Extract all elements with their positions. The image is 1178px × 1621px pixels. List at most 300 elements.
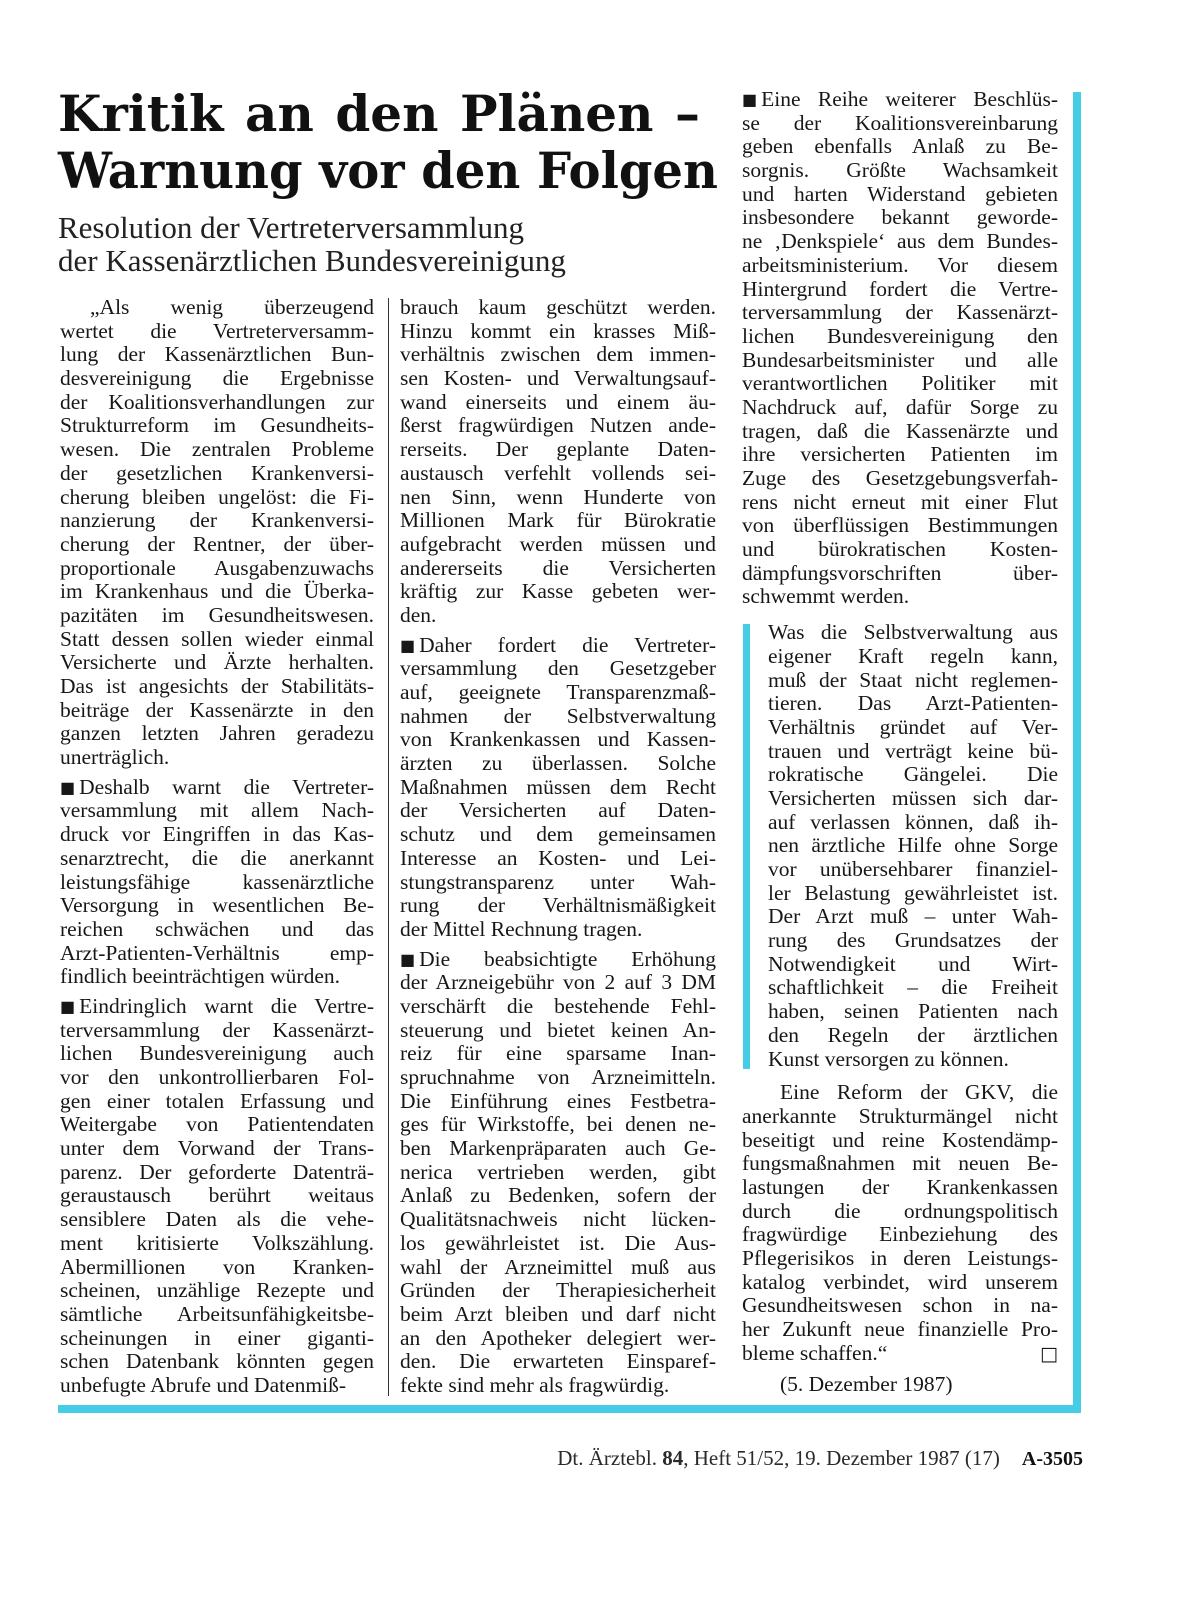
line-text: parenz. Der geforderte Datenträ- (60, 1159, 374, 1184)
line-text: brauch kaum geschützt werden. (400, 295, 716, 319)
text-line (400, 776, 716, 800)
paragraph (60, 995, 374, 1398)
line-text: Deshalb warnt die Vertreter- (79, 774, 374, 799)
line-text: sorgnis. Größte Wachsamkeit (742, 158, 1058, 183)
line-text: lichen Bundesvereinigung den (742, 323, 1058, 348)
line-text: desvereinigung die Ergebnisse (60, 366, 374, 391)
text-line (60, 533, 374, 557)
text-line (400, 486, 716, 510)
line-text: ment kritisierte Volkszählung. (60, 1230, 374, 1255)
line-text: unbefugte Abrufe und Datenmiß- (60, 1372, 346, 1397)
accent-bar-right (1073, 92, 1081, 1413)
line-text: Gründen der Therapiesicherheit (400, 1278, 716, 1303)
line-text: dämpfungsvorschriften über- (742, 560, 1058, 585)
line-text: nen Sinn, wenn Hunderte von (400, 484, 716, 509)
text-line (60, 942, 374, 966)
line-text: der Versicherten auf Daten- (400, 798, 716, 823)
text-line (60, 1066, 374, 1090)
line-text: haben, seinen Patienten nach (768, 999, 1058, 1024)
line-text: arbeitsministerium. Vor diesem (742, 252, 1058, 277)
line-text: geraustausch berührt weitaus (60, 1183, 374, 1208)
text-line (400, 604, 716, 628)
text-line (60, 965, 374, 989)
text-line (400, 320, 716, 344)
text-line (60, 1113, 374, 1137)
line-text: reiz für eine sparsame Inan- (400, 1041, 716, 1066)
text-line (742, 538, 1058, 562)
line-text: im Krankenhaus und die Überka- (60, 579, 374, 604)
text-line (400, 438, 716, 462)
text-line (768, 905, 1058, 929)
text-line (60, 776, 374, 800)
line-text: sämtliche Arbeitsunfähigkeitsbe- (60, 1301, 374, 1326)
text-line (60, 699, 374, 723)
text-line (742, 1271, 1058, 1295)
line-text: schwemmt werden. (742, 584, 910, 609)
text-line (768, 834, 1058, 858)
column-rule (388, 298, 389, 1396)
text-line (60, 1327, 374, 1351)
line-text: kräftig zur Kasse gebeten wer- (400, 579, 716, 604)
line-text: Millionen Mark für Bürokratie (400, 508, 716, 533)
date-paragraph (742, 1373, 1058, 1397)
text-line (400, 799, 716, 823)
issue-info: , Heft 51/52, 19. Dezember 1987 (17) (683, 1446, 1000, 1470)
line-text: her Zukunft neue finanzielle Pro- (742, 1317, 1058, 1342)
text-line (60, 296, 374, 320)
text-line (60, 1350, 374, 1374)
text-line (400, 823, 716, 847)
square-bullet-icon: ■ (60, 777, 76, 797)
text-line (742, 278, 1058, 302)
square-bullet-icon: ■ (400, 635, 416, 655)
square-bullet-icon: ■ (742, 90, 758, 109)
text-line (742, 206, 1058, 230)
text-line (60, 823, 374, 847)
text-line (400, 657, 716, 681)
line-text: sen Kosten- und Verwaltungsauf- (400, 366, 716, 391)
closing-paragraph (742, 1081, 1058, 1365)
line-text: se der Koalitionsvereinbarung (742, 110, 1058, 135)
text-line (400, 580, 716, 604)
text-line (60, 628, 374, 652)
text-line (400, 414, 716, 438)
text-line (400, 1066, 716, 1090)
line-text: fungsmaßnahmen mit neuen Be- (742, 1151, 1058, 1176)
text-line (60, 509, 374, 533)
text-line (742, 1105, 1058, 1129)
line-text: ßerst fragwürdigen Nutzen ande- (400, 413, 716, 438)
line-text: lung der Kassenärztlichen Bun- (60, 342, 374, 367)
text-line (400, 1042, 716, 1066)
text-line (60, 1208, 374, 1232)
text-line (60, 438, 374, 462)
line-text: Die beabsichtigte Erhöhung (419, 946, 716, 971)
text-line (60, 1090, 374, 1114)
text-line (742, 254, 1058, 278)
text-line (60, 557, 374, 581)
line-text: los gewährleistet ist. Die Aus- (400, 1230, 716, 1255)
line-text: der Mittel Rechnung tragen. (400, 916, 643, 941)
text-line (742, 230, 1058, 254)
text-line (400, 1327, 716, 1351)
line-text: und harten Widerstand gebieten (742, 181, 1058, 206)
text-line (60, 722, 374, 746)
line-text: trauen und verträgt keine bü- (768, 738, 1058, 763)
text-line (60, 1256, 374, 1280)
text-line (742, 585, 1058, 609)
title-line: Warnung vor den Folgen (58, 141, 718, 200)
paragraph (400, 948, 716, 1398)
line-text: steuerung und bietet keinen An- (400, 1017, 716, 1042)
line-text: den. Die erwarteten Einsparef- (400, 1349, 716, 1374)
text-line (768, 858, 1058, 882)
text-line (60, 995, 374, 1019)
line-text: ihre versicherten Patienten im (742, 442, 1058, 467)
line-text: auf verlassen können, daß ih- (768, 809, 1058, 834)
text-line (742, 112, 1058, 136)
text-line (742, 1318, 1058, 1342)
line-text: beiträge der Kassenärzte in den (60, 697, 374, 722)
line-text: rung des Grundsatzes der (768, 928, 1058, 953)
text-line (60, 651, 374, 675)
line-text: verhältnis zwischen dem immen- (400, 342, 716, 367)
line-text: schutz und dem gemeinsamen (400, 822, 716, 847)
text-line (768, 763, 1058, 787)
paragraph (60, 776, 374, 989)
text-line (768, 1024, 1058, 1048)
square-bullet-icon: ■ (60, 996, 76, 1016)
text-line (400, 894, 716, 918)
line-text: der gesetzlichen Krankenversi- (60, 460, 374, 485)
text-line (60, 1019, 374, 1043)
text-line (742, 372, 1058, 396)
text-line (742, 491, 1058, 515)
subtitle-line: der Kassenärztlichen Bundesvereinigung (58, 243, 566, 278)
text-line (768, 669, 1058, 693)
highlighted-paragraph (742, 621, 1058, 1071)
line-text: von überflüssigen Bestimmungen (742, 513, 1058, 538)
text-line (60, 367, 374, 391)
title-line: Kritik an den Plänen – (58, 84, 700, 143)
text-line (400, 752, 716, 776)
text-line (60, 847, 374, 871)
text-line (742, 514, 1058, 538)
line-text: Zuge des Gesetzgebungsverfah- (742, 466, 1058, 490)
paragraph (60, 296, 374, 770)
text-line (60, 871, 374, 895)
text-line (400, 918, 716, 942)
line-text: schen Datenbank könnten gegen (60, 1349, 374, 1374)
text-line (400, 681, 716, 705)
text-line (60, 1279, 374, 1303)
line-text: anerkannte Strukturmängel nicht (742, 1103, 1058, 1128)
text-line (742, 159, 1058, 183)
line-text: Eine Reihe weiterer Beschlüs- (761, 87, 1058, 111)
text-line (742, 88, 1058, 112)
line-text: tragen, daß die Kassenärzte und (742, 418, 1058, 443)
article-title (58, 85, 718, 199)
line-text: „Als wenig überzeugend (90, 295, 374, 319)
line-text: Was die Selbstverwaltung aus (768, 620, 1058, 645)
text-line (60, 580, 374, 604)
line-text: Hinzu kommt ein krasses Miß- (400, 318, 716, 343)
line-text: Das ist angesichts der Stabilitäts- (60, 674, 374, 698)
line-text: muß der Staat nicht reglemen- (768, 667, 1058, 692)
line-text: nanzierung der Krankenversi- (60, 508, 374, 533)
text-line (400, 557, 716, 581)
line-text: vor unübersehbarer finanziel- (768, 857, 1058, 881)
line-text: rerseits. Der geplante Daten- (400, 437, 716, 462)
text-line (742, 1342, 1058, 1366)
page-footer (557, 1446, 1083, 1471)
line-text: beseitigt und reine Kostendämp- (742, 1127, 1058, 1152)
text-line (400, 995, 716, 1019)
line-text: lichen Bundesvereinigung auch (60, 1041, 374, 1066)
line-text: reichen schwächen und das (60, 916, 374, 941)
line-text: cherung der Rentner, der über- (60, 531, 374, 556)
text-line (742, 562, 1058, 586)
line-text: rokratische Gängelei. Die (768, 762, 1058, 787)
text-line (60, 604, 374, 628)
line-text: Arzt-Patienten-Verhältnis emp- (60, 940, 374, 965)
line-text: Eine Reform der GKV, die (780, 1080, 1058, 1105)
line-text: versammlung mit allem Nach- (60, 798, 374, 823)
line-text: ärzten zu überlassen. Solche (400, 751, 716, 776)
line-text: wertet die Vertreterversamm- (60, 318, 374, 343)
line-text: Versicherte und Ärzte herhalten. (60, 650, 374, 675)
line-text: terversammlung der Kassenärzt- (60, 1017, 374, 1042)
text-line (400, 1113, 716, 1137)
text-line (742, 183, 1058, 207)
text-line (400, 705, 716, 729)
line-text: Der Arzt muß – unter Wah- (768, 904, 1058, 929)
text-line (400, 1279, 716, 1303)
text-line (400, 1019, 716, 1043)
line-text: Die Einführung eines Festbetra- (400, 1088, 716, 1113)
line-text: nahmen der Selbstverwaltung (400, 703, 716, 728)
accent-bar-bottom (58, 1405, 1081, 1413)
journal-volume: 84 (662, 1446, 684, 1470)
text-line (768, 740, 1058, 764)
text-line (768, 692, 1058, 716)
line-text: wahl der Arzneimittel muß aus (400, 1254, 716, 1279)
line-text: wesen. Die zentralen Probleme (60, 437, 374, 462)
text-line (400, 509, 716, 533)
text-line (742, 1129, 1058, 1153)
paragraph (400, 634, 716, 942)
text-line (60, 1042, 374, 1066)
text-line (400, 871, 716, 895)
line-text: Versorgung in wesentlichen Be- (60, 893, 374, 918)
line-text: schaftlichkeit – die Freiheit (768, 975, 1058, 1000)
text-line (400, 847, 716, 871)
text-line (400, 634, 716, 658)
text-line (60, 799, 374, 823)
line-text: unter dem Vorwand der Trans- (60, 1136, 374, 1161)
text-line (768, 716, 1058, 740)
text-line (400, 1090, 716, 1114)
paragraph (742, 88, 1058, 609)
text-line (742, 1081, 1058, 1105)
text-line (400, 533, 716, 557)
text-line (768, 929, 1058, 953)
line-text: rens nicht erneut mit einer Flut (742, 489, 1058, 514)
line-text: findlich beeinträchtigen würden. (60, 964, 340, 989)
text-line (742, 1200, 1058, 1224)
text-line (742, 1223, 1058, 1247)
text-line (60, 343, 374, 367)
line-text: spruchnahme von Arzneimitteln. (400, 1065, 716, 1089)
text-line (768, 1000, 1058, 1024)
line-text: an den Apotheker delegiert wer- (400, 1325, 716, 1350)
line-text: sensiblere Daten als die vehe- (60, 1207, 374, 1232)
text-line (768, 645, 1058, 669)
line-text: geben ebenfalls Anlaß zu Be- (742, 134, 1058, 159)
text-line (60, 746, 374, 770)
subtitle-line: Resolution der Vertreterversammlung (58, 210, 525, 245)
line-text: auf, geeignete Transparenzmaß- (400, 680, 716, 704)
line-text: von Krankenkassen und Kassen- (400, 727, 716, 752)
line-text: Hintergrund fordert die Vertre- (742, 276, 1058, 301)
line-text: leistungsfähige kassenärztliche (60, 869, 374, 894)
line-text: (5. Dezember 1987) (780, 1372, 953, 1397)
line-text: ganzen letzten Jahren geradezu (60, 721, 374, 746)
line-text: Versicherten müssen sich dar- (768, 785, 1058, 810)
text-line (400, 1208, 716, 1232)
line-text: ler Belastung gewährleistet ist. (768, 880, 1058, 905)
line-text: Daher fordert die Vertreter- (419, 632, 716, 657)
line-text: Eindringlich warnt die Vertre- (79, 993, 374, 1018)
line-text: Maßnahmen müssen dem Recht (400, 774, 716, 799)
line-text: Anlaß zu Bedenken, sofern der (400, 1183, 716, 1208)
line-text: lastungen der Krankenkassen (742, 1174, 1058, 1199)
text-line (768, 621, 1058, 645)
line-text: pazitäten im Gesundheitswesen. (60, 602, 374, 627)
line-text: rung der Verhältnismäßigkeit (400, 893, 716, 918)
text-column-3 (742, 88, 1058, 1397)
line-text: und bürokratischen Kosten- (742, 537, 1058, 562)
text-line (400, 1303, 716, 1327)
text-line (60, 414, 374, 438)
line-text: druck vor Eingriffen in das Kas- (60, 822, 374, 847)
text-line (400, 1137, 716, 1161)
line-text: katalog verbindet, wird unserem (742, 1269, 1058, 1294)
line-text: Bundesarbeitsminister und alle (742, 347, 1058, 372)
text-line (768, 976, 1058, 1000)
line-text: Strukturreform im Gesundheits- (60, 413, 374, 438)
line-text: der Arzneigebühr von 2 auf 3 DM (400, 970, 716, 995)
line-text: insbesondere bekannt geworde- (742, 205, 1058, 230)
text-line (742, 301, 1058, 325)
journal-name: Dt. Ärztebl. (557, 1446, 657, 1470)
text-line (742, 420, 1058, 444)
line-text: fekte sind mehr als fragwürdig. (400, 1372, 670, 1397)
line-text: den. (400, 602, 437, 627)
line-text: unerträglich. (60, 745, 170, 770)
text-line (60, 918, 374, 942)
text-line (60, 1137, 374, 1161)
text-line (400, 1256, 716, 1280)
line-text: Nachdruck auf, dafür Sorge zu (742, 394, 1058, 419)
text-line (60, 1374, 374, 1398)
text-line (60, 391, 374, 415)
article-subtitle (58, 211, 566, 277)
line-text: versammlung den Gesetzgeber (400, 656, 716, 681)
text-line (400, 1232, 716, 1256)
line-text: ges für Wirkstoffe, bei denen ne- (400, 1112, 716, 1137)
text-line (400, 343, 716, 367)
end-mark-icon: □ (1040, 1342, 1058, 1365)
text-line (768, 811, 1058, 835)
line-text: andererseits die Versicherten (400, 555, 716, 580)
line-text: beim Arzt bleiben und darf nicht (400, 1301, 716, 1326)
text-line (400, 1350, 716, 1374)
text-line (742, 1176, 1058, 1200)
line-text: ne ‚Denkspiele‘ aus dem Bundes- (742, 229, 1058, 254)
text-line (60, 1303, 374, 1327)
text-line (60, 462, 374, 486)
square-bullet-icon: ■ (400, 949, 416, 969)
line-text: proportionale Ausgabenzuwachs (60, 555, 374, 580)
text-line (742, 443, 1058, 467)
page-number: A-3505 (1021, 1448, 1083, 1470)
line-text: fragwürdige Einbeziehung des (742, 1222, 1058, 1247)
line-text: stungstransparenz unter Wah- (400, 869, 716, 894)
text-line (400, 1184, 716, 1208)
paragraph (400, 296, 716, 628)
text-line (768, 882, 1058, 906)
text-line (60, 675, 374, 699)
line-text: gen einer totalen Erfassung und (60, 1088, 374, 1113)
text-line (742, 349, 1058, 373)
line-text: Interesse an Kosten- und Lei- (400, 845, 716, 870)
line-text: bleme schaffen.“ (742, 1340, 888, 1365)
line-text: Kunst versorgen zu können. (768, 1046, 1009, 1071)
text-line (400, 1161, 716, 1185)
text-line (400, 391, 716, 415)
line-text: cherung bleiben ungelöst: die Fi- (60, 484, 374, 509)
line-text: Pflegerisikos in deren Leistungs- (742, 1246, 1058, 1270)
text-line (400, 462, 716, 486)
text-line (742, 467, 1058, 491)
line-text: vor den unkontrollierbaren Fol- (60, 1065, 374, 1089)
text-line (60, 894, 374, 918)
text-line (742, 1152, 1058, 1176)
text-line (742, 135, 1058, 159)
line-text: Weitergabe von Patientendaten (60, 1112, 374, 1137)
text-column-1 (60, 296, 374, 1398)
line-text: Notwendigkeit und Wirt- (768, 951, 1058, 976)
text-line (768, 1048, 1058, 1072)
text-line (60, 320, 374, 344)
line-text: eigener Kraft regeln kann, (768, 643, 1058, 668)
line-text: Gesundheitswesen schon in na- (742, 1293, 1058, 1318)
text-line (60, 1184, 374, 1208)
text-line (60, 1161, 374, 1185)
line-text: der Koalitionsverhandlungen zur (60, 389, 374, 414)
text-line (60, 486, 374, 510)
line-text: verantwortlichen Politiker mit (742, 371, 1058, 396)
text-line (400, 367, 716, 391)
line-text: scheinungen in einer giganti- (60, 1325, 374, 1350)
line-text: verschärft die bestehende Fehl- (400, 993, 716, 1018)
line-text: Verhältnis gründet auf Ver- (768, 714, 1058, 739)
text-column-2 (400, 296, 716, 1398)
text-line (742, 1247, 1058, 1271)
line-text: durch die ordnungspolitisch (742, 1198, 1058, 1223)
line-text: senarztrecht, die die anerkannt (60, 845, 374, 870)
